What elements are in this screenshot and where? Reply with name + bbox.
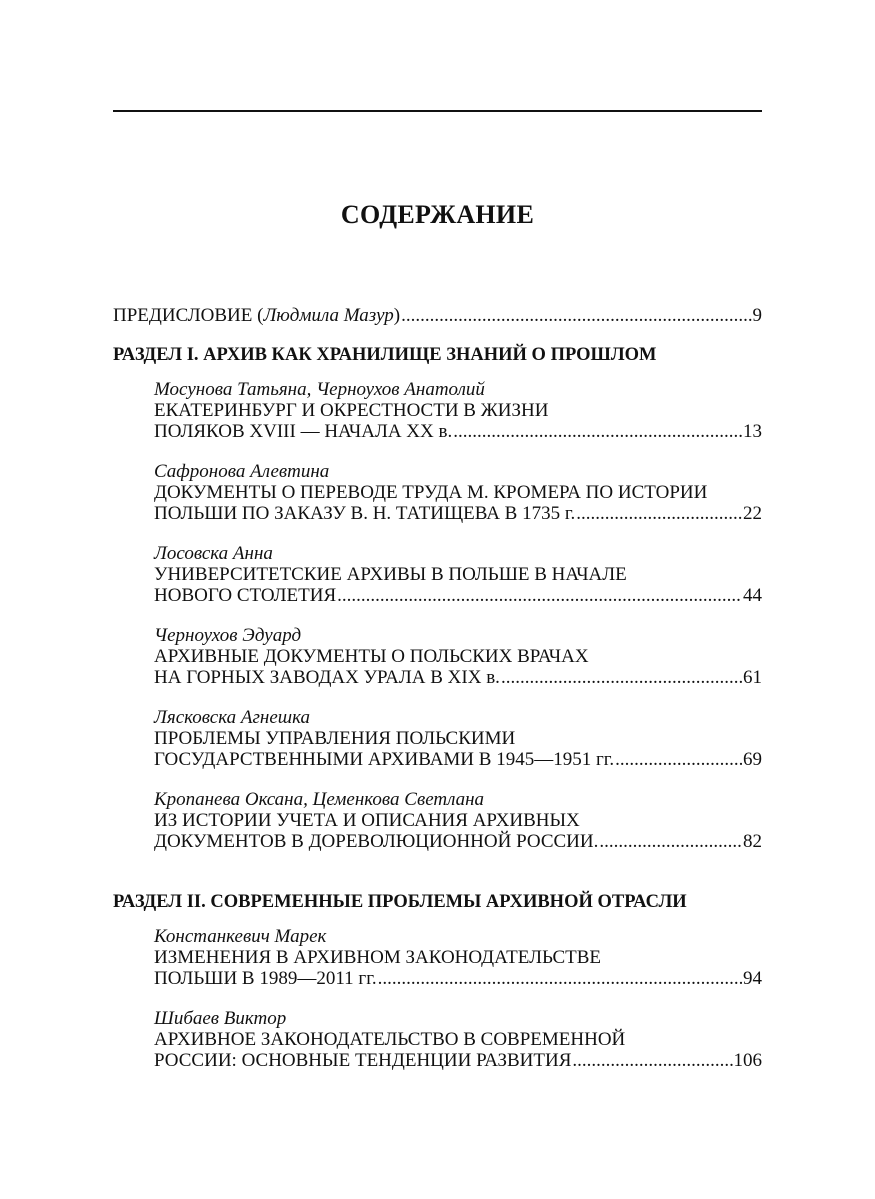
leader-dots <box>599 831 742 852</box>
entry-title-line: ДОКУМЕНТЫ О ПЕРЕВОДЕ ТРУДА М. КРОМЕРА ПО ИСТОРИИ <box>154 482 708 503</box>
entry-author: Сафронова Алевтина <box>154 461 330 482</box>
page-number: 106 <box>733 1050 762 1071</box>
page-number: 94 <box>743 968 762 989</box>
leader-dots <box>337 585 742 606</box>
page-number: 82 <box>743 831 762 852</box>
page-number: 9 <box>752 305 762 326</box>
page-number: 61 <box>743 667 762 688</box>
entry-title-line: ПОЛЯКОВ XVIII — НАЧАЛА XX в. <box>154 421 453 442</box>
toc-entry[interactable] <box>154 1008 762 1071</box>
entry-author: Мосунова Татьяна, Черноухов Анатолий <box>154 379 485 400</box>
entry-title-line: ИЗ ИСТОРИИ УЧЕТА И ОПИСАНИЯ АРХИВНЫХ <box>154 810 580 831</box>
entry-last-line <box>154 667 762 688</box>
leader-dots <box>453 421 742 442</box>
entry-author: Лясковска Агнешка <box>154 707 311 728</box>
top-rule <box>113 110 762 112</box>
toc-entry[interactable] <box>154 461 762 524</box>
entry-author: Кропанева Оксана, Цеменкова Светлана <box>154 789 485 810</box>
entry-last-line <box>154 585 762 606</box>
entry-author: Лосовска Анна <box>154 543 273 564</box>
entry-author: Черноухов Эдуард <box>154 625 302 646</box>
preface-label: ПРЕДИСЛОВИЕ (Людмила Мазур) <box>113 305 401 326</box>
leader-dots <box>572 1050 732 1071</box>
leader-dots <box>615 749 742 770</box>
toc-entry[interactable] <box>154 926 762 989</box>
page-title: СОДЕРЖАНИЕ <box>340 200 535 229</box>
entry-last-line <box>154 968 762 989</box>
entry-title-line: АРХИВНЫЕ ДОКУМЕНТЫ О ПОЛЬСКИХ ВРАЧАХ <box>154 646 589 667</box>
toc-entry[interactable] <box>154 379 762 442</box>
entry-title-line: ПОЛЬШИ В 1989—2011 гг. <box>154 968 377 989</box>
entry-title-line: ИЗМЕНЕНИЯ В АРХИВНОМ ЗАКОНОДАТЕЛЬСТВЕ <box>154 947 602 968</box>
entry-last-line <box>154 421 762 442</box>
entry-author: Шибаев Виктор <box>154 1008 287 1029</box>
toc-entry[interactable] <box>154 707 762 770</box>
entry-title-line: АРХИВНОЕ ЗАКОНОДАТЕЛЬСТВО В СОВРЕМЕННОЙ <box>154 1029 626 1050</box>
entry-author: Констанкевич Марек <box>154 926 327 947</box>
toc-entry[interactable] <box>154 789 762 852</box>
toc-entry[interactable] <box>154 543 762 606</box>
leader-dots <box>401 305 751 326</box>
section-heading: РАЗДЕЛ II. СОВРЕМЕННЫЕ ПРОБЛЕМЫ АРХИВНОЙ ОТРАСЛИ <box>113 892 687 912</box>
entry-last-line <box>154 1050 762 1071</box>
entry-last-line <box>154 831 762 852</box>
toc-entry[interactable] <box>154 625 762 688</box>
table-of-contents <box>113 305 762 1071</box>
entry-title-line: ПОЛЬШИ ПО ЗАКАЗУ В. Н. ТАТИЩЕВА В 1735 г. <box>154 503 576 524</box>
page-number: 13 <box>743 421 762 442</box>
entry-title-line: НОВОГО СТОЛЕТИЯ <box>154 585 337 606</box>
page-number: 44 <box>743 585 762 606</box>
entry-last-line <box>154 749 762 770</box>
page-number: 69 <box>743 749 762 770</box>
entry-title-line: ДОКУМЕНТОВ В ДОРЕВОЛЮЦИОННОЙ РОССИИ. <box>154 831 599 852</box>
entry-title-line: ЕКАТЕРИНБУРГ И ОКРЕСТНОСТИ В ЖИЗНИ <box>154 400 549 421</box>
leader-dots <box>378 968 742 989</box>
leader-dots <box>576 503 742 524</box>
entry-title-line: НА ГОРНЫХ ЗАВОДАХ УРАЛА В XIX в. <box>154 667 500 688</box>
preface-author: Людмила Мазур <box>263 305 394 326</box>
entry-title-line: РОССИИ: ОСНОВНЫЕ ТЕНДЕНЦИИ РАЗВИТИЯ <box>154 1050 572 1071</box>
toc-preface[interactable] <box>113 305 762 326</box>
section-heading: РАЗДЕЛ I. АРХИВ КАК ХРАНИЛИЩЕ ЗНАНИЙ О ПРОШЛОМ <box>113 345 657 365</box>
entry-title-line: ГОСУДАРСТВЕННЫМИ АРХИВАМИ В 1945—1951 гг. <box>154 749 615 770</box>
entry-title-line: УНИВЕРСИТЕТСКИЕ АРХИВЫ В ПОЛЬШЕ В НАЧАЛЕ <box>154 564 627 585</box>
leader-dots <box>501 667 742 688</box>
entry-last-line <box>154 503 762 524</box>
entry-title-line: ПРОБЛЕМЫ УПРАВЛЕНИЯ ПОЛЬСКИМИ <box>154 728 516 749</box>
page-number: 22 <box>743 503 762 524</box>
